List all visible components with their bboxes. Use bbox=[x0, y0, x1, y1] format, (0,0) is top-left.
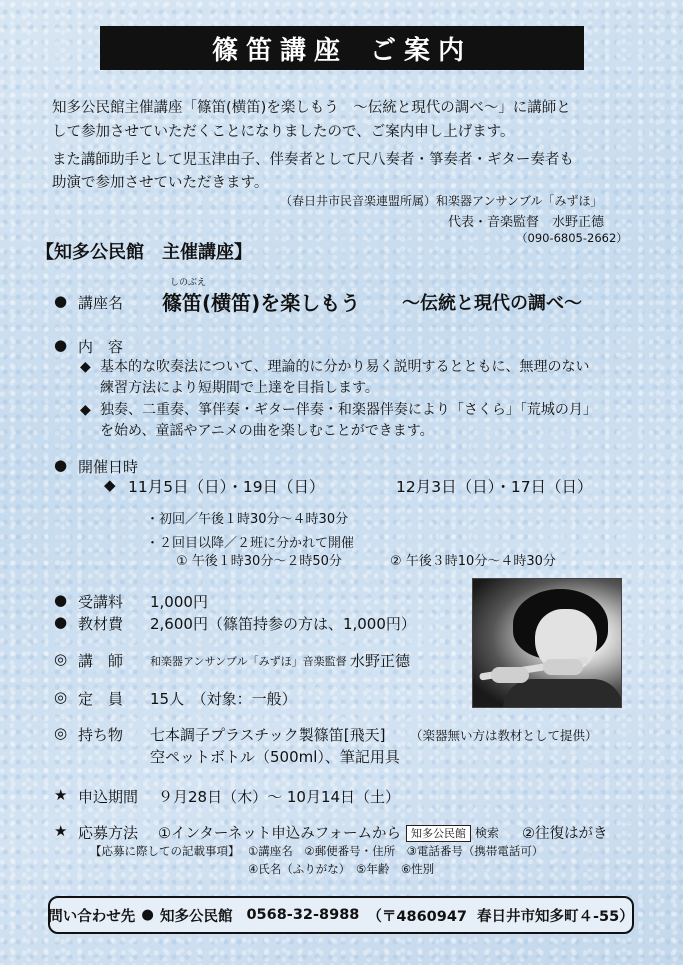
dates-session-2: ② 午後３時10分～４時30分 bbox=[390, 554, 556, 569]
course-name: 篠笛(横笛)を楽しもう bbox=[162, 291, 361, 315]
belongings-bullet: ◎ bbox=[54, 724, 68, 742]
dates-label: 開催日時 bbox=[78, 458, 139, 476]
requirements-line-2: ④氏名（ふりがな） ⑤年齢 ⑥性別 bbox=[248, 862, 435, 876]
search-box-group bbox=[402, 822, 499, 842]
course-label: 講座名 bbox=[78, 294, 124, 312]
period-value: ９月28日（木）～ 10月14日（土） bbox=[158, 788, 401, 806]
fee-value: 1,000円 bbox=[150, 593, 208, 611]
belongings-label: 持ち物 bbox=[78, 726, 124, 744]
sender-name: 代表・音楽監督 水野正德 bbox=[448, 215, 605, 230]
contact-place: 知多公民館 bbox=[159, 908, 233, 925]
material-label: 教材費 bbox=[78, 615, 124, 633]
title-sub: ご案内 bbox=[370, 35, 473, 66]
belongings-line-2: 空ペットボトル（500ml）、筆記用具 bbox=[150, 748, 400, 766]
requirements-label: 【応募に際しての記載事項】 bbox=[90, 844, 240, 858]
search-label: 検索 bbox=[475, 826, 500, 840]
dates-session-1: ① 午後１時30分～２時50分 bbox=[176, 554, 342, 569]
capacity-value: 15人 （対象：一般） bbox=[150, 690, 297, 708]
content-item-2-line-1: 独奏、二重奏、箏伴奏・ギター伴奏・和楽器伴奏により「さくら」「荒城の月」 bbox=[100, 402, 597, 418]
method-option-2: ②往復はがき bbox=[522, 826, 608, 842]
dates-days-nov: 11月5日（日）・19日（日） bbox=[128, 478, 325, 496]
search-keyword-box: 知多公民館 bbox=[406, 825, 471, 842]
instructor-photo bbox=[472, 578, 622, 708]
belongings-note: （楽器無い方は教材として提供） bbox=[410, 728, 598, 743]
content-item-1-line-1: 基本的な吹奏法について、理論的に分かり易く説明するとともに、無理のない bbox=[100, 359, 590, 375]
page-title bbox=[100, 26, 584, 70]
sender-affiliation: （春日井市民音楽連盟所属）和楽器アンサンブル「みずほ」 bbox=[280, 194, 603, 208]
intro-line-2: して参加させていただくことになりましたので、ご案内申し上げます。 bbox=[52, 124, 515, 140]
contact-phone: 0568-32-8988 bbox=[246, 907, 360, 923]
capacity-label: 定 員 bbox=[78, 690, 124, 708]
content-item-2-line-2: を始め、童謡やアニメの曲を楽しむことができます。 bbox=[100, 423, 434, 439]
diamond-icon: ◆ bbox=[80, 359, 91, 375]
dates-second-session: ・２回目以降／２班に分かれて開催 bbox=[146, 536, 355, 551]
method-label: 応募方法 bbox=[78, 824, 139, 842]
contact-address: 春日井市知多町４-55） bbox=[477, 908, 634, 925]
fee-bullet: ● bbox=[54, 591, 68, 609]
intro-line-4: 助演で参加させていただきます。 bbox=[52, 175, 269, 191]
period-label: 申込期間 bbox=[78, 788, 139, 806]
course-ruby: しのぶえ bbox=[170, 278, 207, 288]
intro-line-3: また講師助手として児玉津由子、伴奏者として尺八奏者・箏奏者・ギター奏者も bbox=[52, 152, 574, 168]
contact-box bbox=[48, 896, 634, 934]
instructor-bullet: ◎ bbox=[54, 650, 68, 668]
requirements-line-1: ①講座名 ②郵便番号・住所 ③電話番号（携帯電話可） bbox=[248, 844, 544, 858]
instructor-name: 水野正德 bbox=[350, 652, 411, 670]
period-bullet: ★ bbox=[54, 786, 68, 804]
course-subtitle: ～伝統と現代の調べ～ bbox=[402, 293, 582, 314]
contact-label: 問い合わせ先 bbox=[48, 908, 136, 925]
course-bullet: ● bbox=[54, 292, 68, 310]
method-bullet: ★ bbox=[54, 822, 68, 840]
title-main: 篠笛講座 bbox=[211, 35, 348, 66]
diamond-icon: ◆ bbox=[104, 476, 116, 494]
dates-first-session: ・初回／午後１時30分～４時30分 bbox=[146, 512, 349, 527]
contact-postal: （〒4860947 bbox=[367, 908, 468, 925]
sender-phone: （090-6805-2662） bbox=[516, 231, 628, 245]
intro-line-1: 知多公民館主催講座「篠笛(横笛)を楽しもう ～伝統と現代の調べ～」に講師と bbox=[52, 100, 571, 116]
material-bullet: ● bbox=[54, 613, 68, 631]
belongings-line-1: 七本調子プラスチック製篠笛[飛天] bbox=[150, 726, 386, 744]
diamond-icon: ◆ bbox=[80, 402, 91, 418]
capacity-bullet: ◎ bbox=[54, 688, 68, 706]
dates-bullet: ● bbox=[54, 456, 68, 474]
content-bullet: ● bbox=[54, 336, 68, 354]
method-option-1: ①インターネット申込みフォームから bbox=[158, 826, 401, 842]
contact-bullet: ● bbox=[141, 907, 154, 923]
fee-label: 受講料 bbox=[78, 593, 124, 611]
dates-days-dec: 12月3日（日）・17日（日） bbox=[396, 478, 593, 496]
section-heading: 【知多公民館 主催講座】 bbox=[36, 242, 252, 263]
content-item-1-line-2: 練習方法により短期間で上達を目指します。 bbox=[100, 380, 379, 396]
material-value: 2,600円（篠笛持参の方は、1,000円） bbox=[150, 615, 416, 633]
content-label: 内 容 bbox=[78, 338, 124, 356]
instructor-label: 講 師 bbox=[78, 652, 124, 670]
instructor-org: 和楽器アンサンブル「みずほ」音楽監督 bbox=[150, 655, 347, 668]
